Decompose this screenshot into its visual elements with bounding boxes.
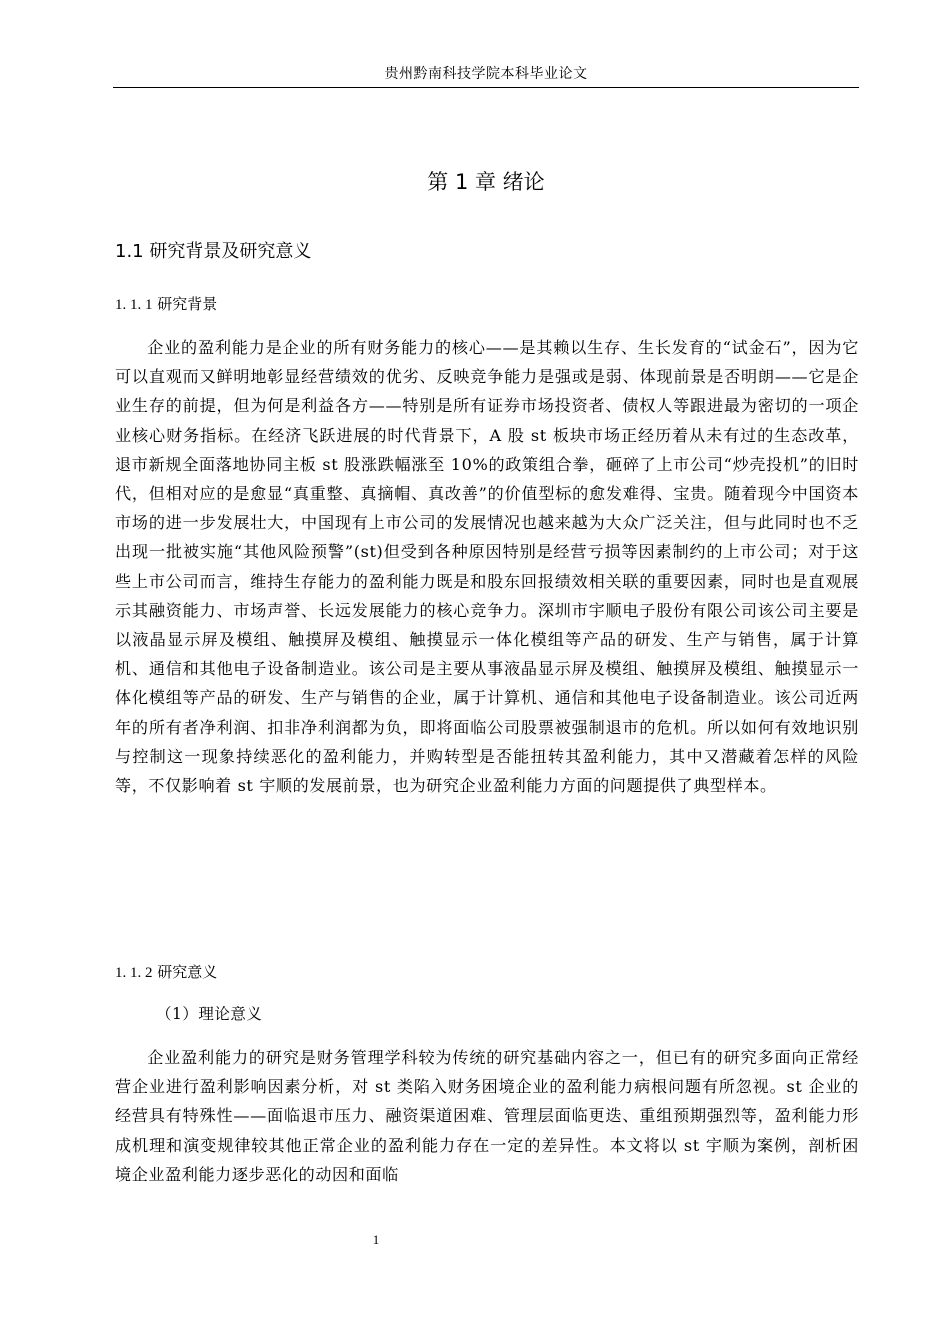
subsection-number: 1. 1. 1 xyxy=(115,297,153,313)
chapter-title: 第 1 章 绪论 xyxy=(427,170,545,194)
page-number: 1 xyxy=(372,1232,380,1247)
subsection-heading-1-1-1 xyxy=(115,294,217,315)
subsection-number: 1. 1. 2 xyxy=(115,965,153,981)
section-heading-1-1: 1.1 研究背景及研究意义 xyxy=(115,241,312,262)
subsection-title: 研究意义 xyxy=(157,963,218,981)
background-paragraph: 企业的盈利能力是企业的所有财务能力的核心——是其赖以生存、生长发育的“试金石”，因为它可以直观而又鲜明地彰显经营绩效的优劣、反映竞争能力是强或是弱、体现前景是否明朗——它是企业生存的前提，但为何是利益各方——特别是所有证券市场投资者、债权人等跟进最为密切的一项企业核心财务指标。在经济飞跃进展的时代背景下，A 股 st 板块市场正经历着从未有过的生态改革，退市新规全面落地协同主板 st 股涨跌幅涨至 10%的政策组合拳，砸碎了上市公司“炒壳投机”的旧时代，但相对应的是愈显“真重整、真摘帽、真改善”的价值型标的愈发难得、宝贵。随着现今中国资本市场的进一步发展壮大，中国现有上市公司的发展情况也越来越为大众广泛关注，但与此同时也不乏出现一批被实施“其他风险预警”(st)但受到各种原因特别是经营亏损等因素制约的上市公司；对于这些上市公司而言，维持生存能力的盈利能力既是和股东回报绩效相关联的重要因素，同时也是直观展示其融资能力、市场声誉、长远发展能力的核心竞争力。深圳市宇顺电子股份有限公司该公司主要是以液晶显示屏及模组、触摸屏及模组、触摸显示一体化模组等产品的研发、生产与销售，属于计算机、通信和其他电子设备制造业。该公司是主要从事液晶显示屏及模组、触摸屏及模组、触摸显示一体化模组等产品的研发、生产与销售的企业，属于计算机、通信和其他电子设备制造业。该公司近两年的所有者净利润、扣非净利润都为负，即将面临公司股票被强制退市的危机。所以如何有效地识别与控制这一现象持续恶化的盈利能力，并购转型是否能扭转其盈利能力，其中又潜藏着怎样的风险等，不仅影响着 st 宇顺的发展前景，也为研究企业盈利能力方面的问题提供了典型样本。 xyxy=(115,338,859,796)
theory-significance-label: （1）理论意义 xyxy=(156,1005,263,1023)
header-divider xyxy=(113,87,859,88)
subsection-title: 研究背景 xyxy=(157,295,218,313)
significance-paragraph: 企业盈利能力的研究是财务管理学科较为传统的研究基础内容之一，但已有的研究多面向正常经营企业进行盈利影响因素分析，对 st 类陷入财务困境企业的盈利能力病根问题有所忽视。st 企业的经营具有特殊性——面临退市压力、融资渠道困难、管理层面临更迭、重组预期强烈等，盈利能力形成机理和演变规律较其他正常企业的盈利能力存在一定的差异性。本文将以 st 宇顺为案例，剖析困境企业盈利能力逐步恶化的动因和面临 xyxy=(115,1048,859,1184)
running-header: 贵州黔南科技学院本科毕业论文 xyxy=(384,66,588,82)
subsection-heading-1-1-2 xyxy=(115,962,217,983)
